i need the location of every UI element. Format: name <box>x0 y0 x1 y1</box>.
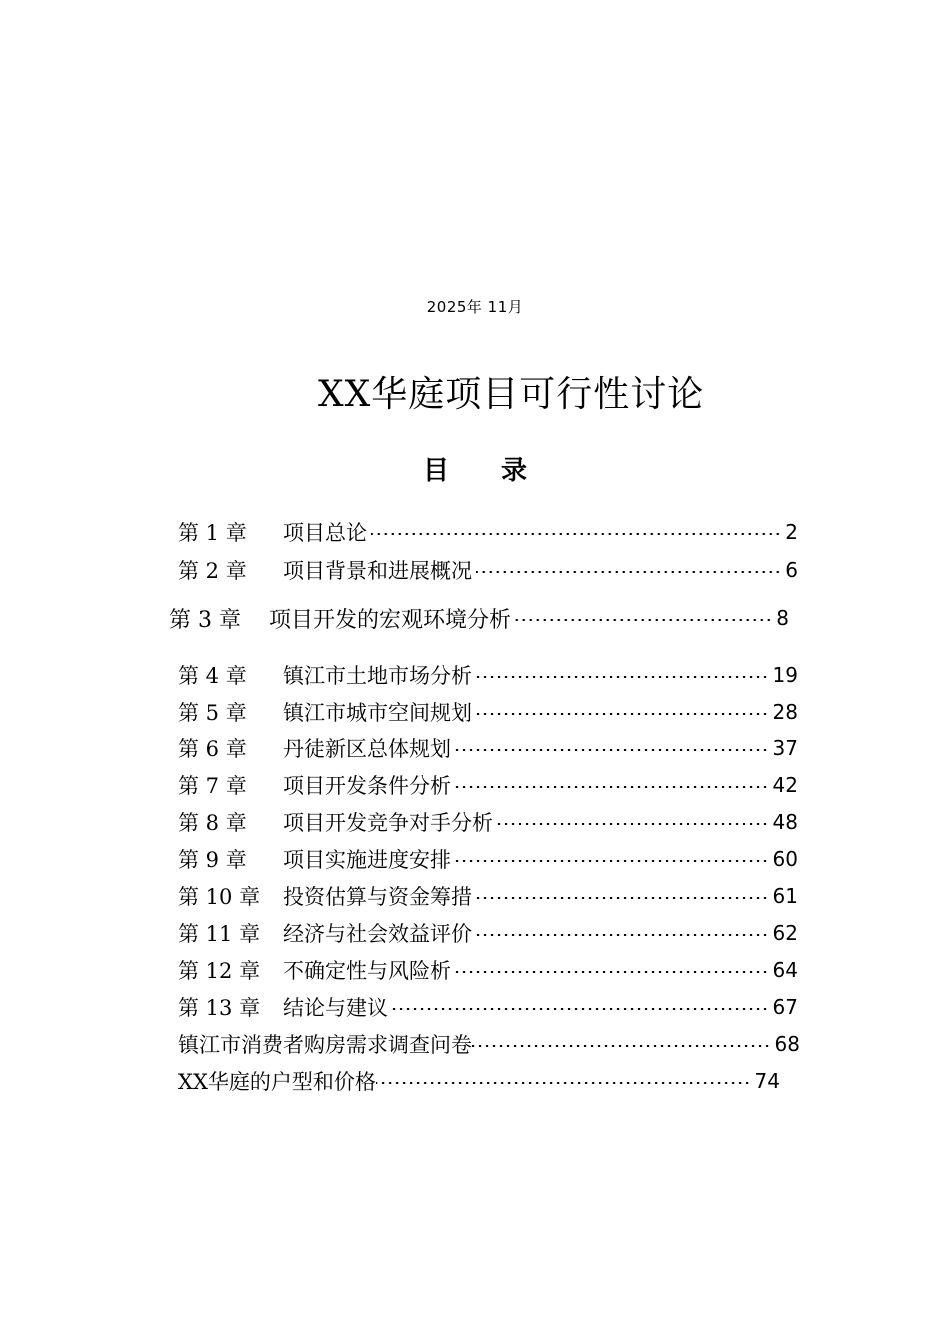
toc-leader-dots <box>376 1082 751 1084</box>
toc-page-number: 67 <box>772 995 798 1019</box>
toc-leader-dots <box>476 897 769 899</box>
toc-leader-dots <box>455 860 769 862</box>
toc-entry-6 <box>178 733 798 763</box>
toc-entry-1 <box>178 517 798 547</box>
toc-chapter-title: 丹徒新区总体规划 <box>283 737 451 761</box>
toc-page-number: 37 <box>772 736 798 760</box>
toc-appendix-title: 镇江市消费者购房需求调查问卷 <box>178 1033 472 1057</box>
toc-entry-3 <box>169 603 789 633</box>
toc-heading: 目 录 <box>422 456 527 486</box>
toc-chapter-number: 第 12 章 <box>178 959 261 983</box>
toc-leader-dots <box>472 1045 771 1047</box>
toc-chapter-title: 项目总论 <box>283 521 367 545</box>
toc-entry-11 <box>178 918 798 948</box>
toc-chapter-number: 第 4 章 <box>178 664 247 688</box>
toc-appendix-units <box>178 1066 780 1096</box>
toc-chapter-number: 第 2 章 <box>178 559 247 583</box>
toc-page-number: 74 <box>754 1069 780 1093</box>
toc-leader-dots <box>476 571 781 573</box>
toc-chapter-number: 第 3 章 <box>169 607 241 633</box>
toc-page-number: 28 <box>772 700 798 724</box>
toc-leader-dots <box>455 786 769 788</box>
toc-chapter-number: 第 11 章 <box>178 922 261 946</box>
toc-chapter-title: 项目背景和进展概况 <box>283 559 472 583</box>
toc-entry-10 <box>178 881 798 911</box>
toc-entry-7 <box>178 770 798 800</box>
toc-page-number: 8 <box>776 606 789 630</box>
toc-chapter-title: 项目开发竞争对手分析 <box>283 811 493 835</box>
toc-leader-dots <box>476 934 769 936</box>
toc-page-number: 48 <box>772 810 798 834</box>
toc-chapter-title: 镇江市城市空间规划 <box>283 701 472 725</box>
toc-leader-dots <box>476 713 769 715</box>
toc-chapter-number: 第 5 章 <box>178 701 247 725</box>
toc-entry-4 <box>178 660 798 690</box>
toc-appendix-title: XX华庭的户型和价格 <box>178 1070 376 1094</box>
toc-chapter-title: 不确定性与风险析 <box>283 959 451 983</box>
toc-chapter-title: 项目开发条件分析 <box>283 774 451 798</box>
toc-chapter-number: 第 7 章 <box>178 774 247 798</box>
toc-entry-5 <box>178 697 798 727</box>
toc-chapter-title: 经济与社会效益评价 <box>283 922 472 946</box>
toc-entry-13 <box>178 992 798 1022</box>
toc-chapter-title: 镇江市土地市场分析 <box>283 664 472 688</box>
toc-page-number: 62 <box>772 921 798 945</box>
toc-chapter-number: 第 8 章 <box>178 811 247 835</box>
toc-chapter-number: 第 9 章 <box>178 848 247 872</box>
toc-page-number: 2 <box>785 520 798 544</box>
toc-page-number: 19 <box>772 663 798 687</box>
toc-page-number: 60 <box>772 847 798 871</box>
toc-entry-9 <box>178 844 798 874</box>
toc-leader-dots <box>515 619 772 621</box>
toc-chapter-number: 第 13 章 <box>178 996 261 1020</box>
toc-leader-dots <box>476 676 769 678</box>
toc-page-number: 64 <box>772 958 798 982</box>
toc-leader-dots <box>455 971 769 973</box>
toc-chapter-title: 结论与建议 <box>283 996 388 1020</box>
toc-page-number: 68 <box>774 1032 800 1056</box>
toc-entry-8 <box>178 807 798 837</box>
document-date: 2025年 11月 <box>426 298 524 316</box>
toc-entry-2 <box>178 555 798 585</box>
toc-chapter-title: 项目实施进度安排 <box>283 848 451 872</box>
toc-page-number: 42 <box>772 773 798 797</box>
toc-chapter-title: 投资估算与资金筹措 <box>283 885 472 909</box>
toc-entry-12 <box>178 955 798 985</box>
toc-chapter-title: 项目开发的宏观环境分析 <box>269 607 512 633</box>
toc-leader-dots <box>371 533 781 535</box>
toc-chapter-number: 第 10 章 <box>178 885 261 909</box>
toc-leader-dots <box>392 1008 769 1010</box>
toc-leader-dots <box>455 749 769 751</box>
toc-page-number: 6 <box>785 558 798 582</box>
toc-appendix-survey <box>178 1029 800 1059</box>
toc-leader-dots <box>497 823 769 825</box>
toc-page-number: 61 <box>772 884 798 908</box>
document-title: XX华庭项目可行性讨论 <box>318 374 705 415</box>
toc-chapter-number: 第 6 章 <box>178 737 247 761</box>
toc-chapter-number: 第 1 章 <box>178 521 247 545</box>
